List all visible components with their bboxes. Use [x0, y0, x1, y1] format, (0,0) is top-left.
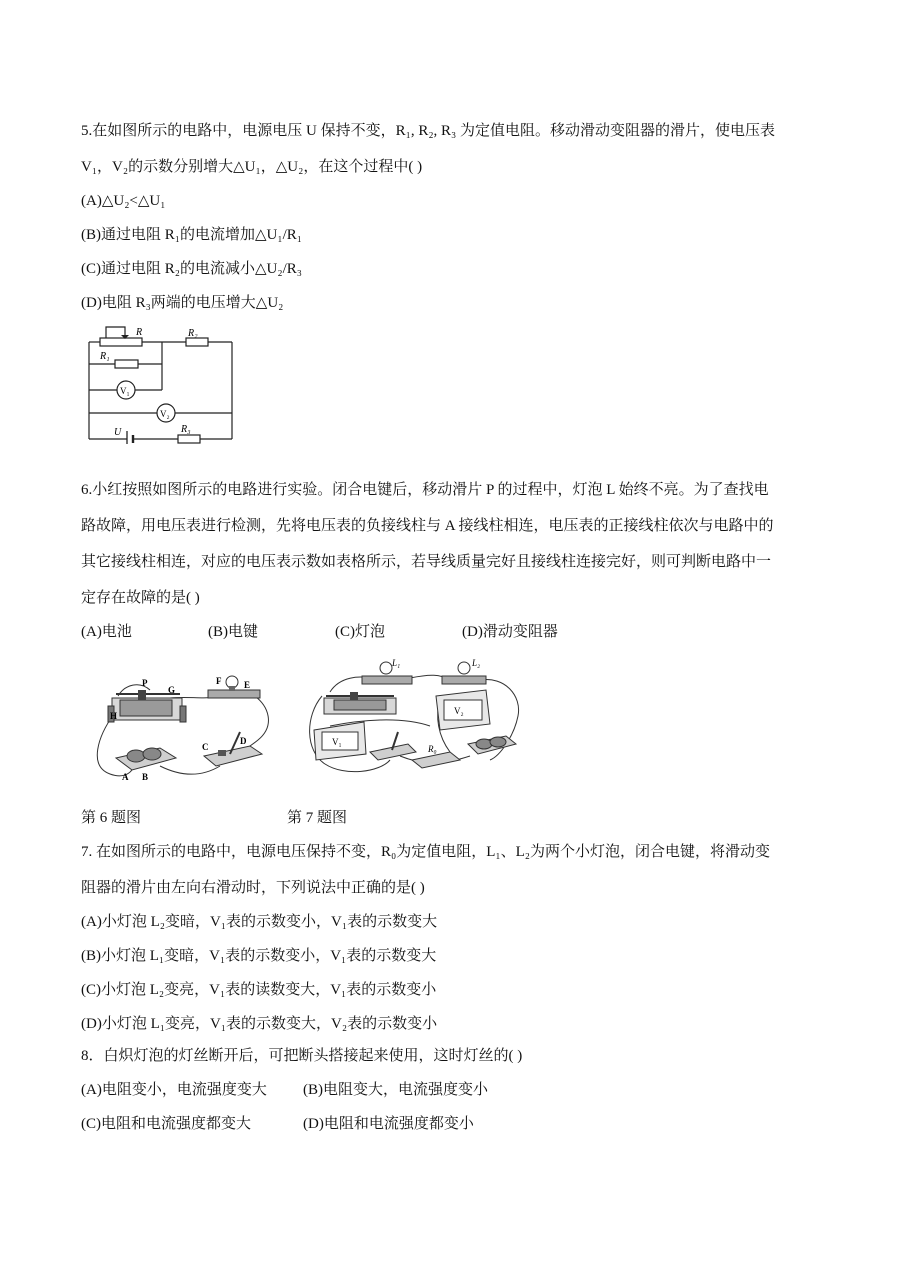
label-g: G	[168, 685, 176, 695]
switch-device-7	[370, 732, 416, 760]
q6-stem-line1: 6.小红按照如图所示的电路进行实验。闭合电键后，移动滑片 P 的过程中，灯泡 L 始终不亮。为了查找电	[81, 482, 769, 498]
q8-option-c: (C)电阻和电流强度都变大	[81, 1116, 251, 1132]
label-e: E	[244, 680, 251, 690]
label-b: B	[142, 772, 149, 782]
q6-apparatus-figure	[80, 666, 280, 784]
label-r3: R₃	[181, 424, 191, 435]
q6-stem-line4: 定存在故障的是( )	[81, 590, 200, 606]
label-v2-7: V₂	[454, 706, 464, 716]
label-a: A	[122, 772, 129, 782]
q7-option-c: (C)小灯泡 L₂变亮，V₁表的读数变大，V₁表的示数变小	[81, 982, 437, 998]
q7-option-b: (B)小灯泡 L₁变暗，V₁表的示数变小，V₁表的示数变大	[81, 948, 437, 964]
resistor-r3	[178, 435, 200, 443]
q7-apparatus-figure	[300, 656, 530, 778]
q8-options-row2	[81, 1114, 474, 1134]
rheostat-device-7	[324, 692, 396, 714]
q7-stem-line1: 7. 在如图所示的电路中，电源电压保持不变，R₀为定值电阻，L₁、L₂为两个小灯泡，闭合电键，将滑动变	[81, 844, 771, 860]
label-d: D	[240, 736, 247, 746]
q6-options-row	[81, 622, 558, 642]
caption-fig6: 第 6 题图	[81, 810, 142, 826]
switch-device	[204, 732, 262, 766]
label-r2: R₂	[188, 328, 198, 339]
q8-option-a: (A)电阻变小，电流强度变大	[81, 1082, 267, 1098]
q6-option-b: (B)电键	[208, 624, 258, 640]
label-v2: V₂	[160, 409, 170, 419]
q8-option-b: (B)电阻变大，电流强度变小	[303, 1082, 488, 1098]
label-v1-7: V₁	[332, 737, 342, 747]
q5-stem-line1: 5.在如图所示的电路中，电源电压 U 保持不变，R₁, R₂, R₃ 为定值电阻。移动滑动变阻器的滑片，使电压表	[81, 123, 776, 139]
q5-option-b: (B)通过电阻 R₁的电流增加△U₁/R₁	[81, 227, 302, 243]
q7-option-a: (A)小灯泡 L₂变暗，V₁表的示数变小，V₁表的示数变大	[81, 914, 438, 930]
slider-resistor-r	[100, 338, 142, 346]
resistor-r1	[115, 360, 138, 368]
q6-option-d: (D)滑动变阻器	[462, 624, 558, 640]
label-l1: L₁	[392, 658, 401, 668]
caption-fig7: 第 7 题图	[287, 810, 348, 826]
q8-options-row1	[81, 1080, 488, 1100]
label-p: P	[142, 678, 148, 688]
label-u: U	[114, 427, 122, 438]
q5-option-a: (A)△U₂<△U₁	[81, 193, 166, 209]
lamp-l1-device	[362, 662, 412, 684]
q8-stem: 8．白炽灯泡的灯丝断开后，可把断头搭接起来使用，这时灯丝的( )	[81, 1048, 523, 1064]
q5-circuit-figure	[80, 322, 240, 444]
label-l2: L₂	[472, 658, 481, 668]
q7-stem-line2: 阻器的滑片由左向右滑动时，下列说法中正确的是( )	[81, 880, 425, 896]
label-v1: V₁	[120, 386, 130, 396]
label-c: C	[202, 742, 209, 752]
label-r1: R₁	[100, 351, 110, 362]
q6-option-c: (C)灯泡	[335, 624, 385, 640]
q6-option-a: (A)电池	[81, 624, 132, 640]
resistor-r2	[186, 338, 208, 346]
label-h: H	[110, 711, 118, 721]
q7-option-d: (D)小灯泡 L₁变亮，V₁表的示数变大，V₂表的示数变小	[81, 1016, 438, 1032]
battery-device	[116, 748, 176, 770]
q6-stem-line2: 路故障，用电压表进行检测，先将电压表的负接线柱与 A 接线柱相连，电压表的正接线柱依次与电路中的	[81, 518, 774, 534]
battery-device-7	[468, 736, 516, 754]
q8-option-d: (D)电阻和电流强度都变小	[303, 1116, 474, 1132]
label-r0: R₀	[428, 744, 437, 754]
q5-option-c: (C)通过电阻 R₂的电流减小△U₂/R₃	[81, 261, 302, 277]
q5-stem-line2: V₁，V₂的示数分别增大△U₁，△U₂，在这个过程中( )	[81, 159, 423, 175]
q5-option-d: (D)电阻 R₃两端的电压增大△U₂	[81, 295, 284, 311]
label-r: R	[136, 327, 143, 338]
label-f: F	[216, 676, 222, 686]
q6-stem-line3: 其它接线柱相连，对应的电压表示数如表格所示，若导线质量完好且接线柱连接完好，则可判断电路中一	[81, 554, 772, 570]
resistor-r0-device	[412, 752, 460, 768]
